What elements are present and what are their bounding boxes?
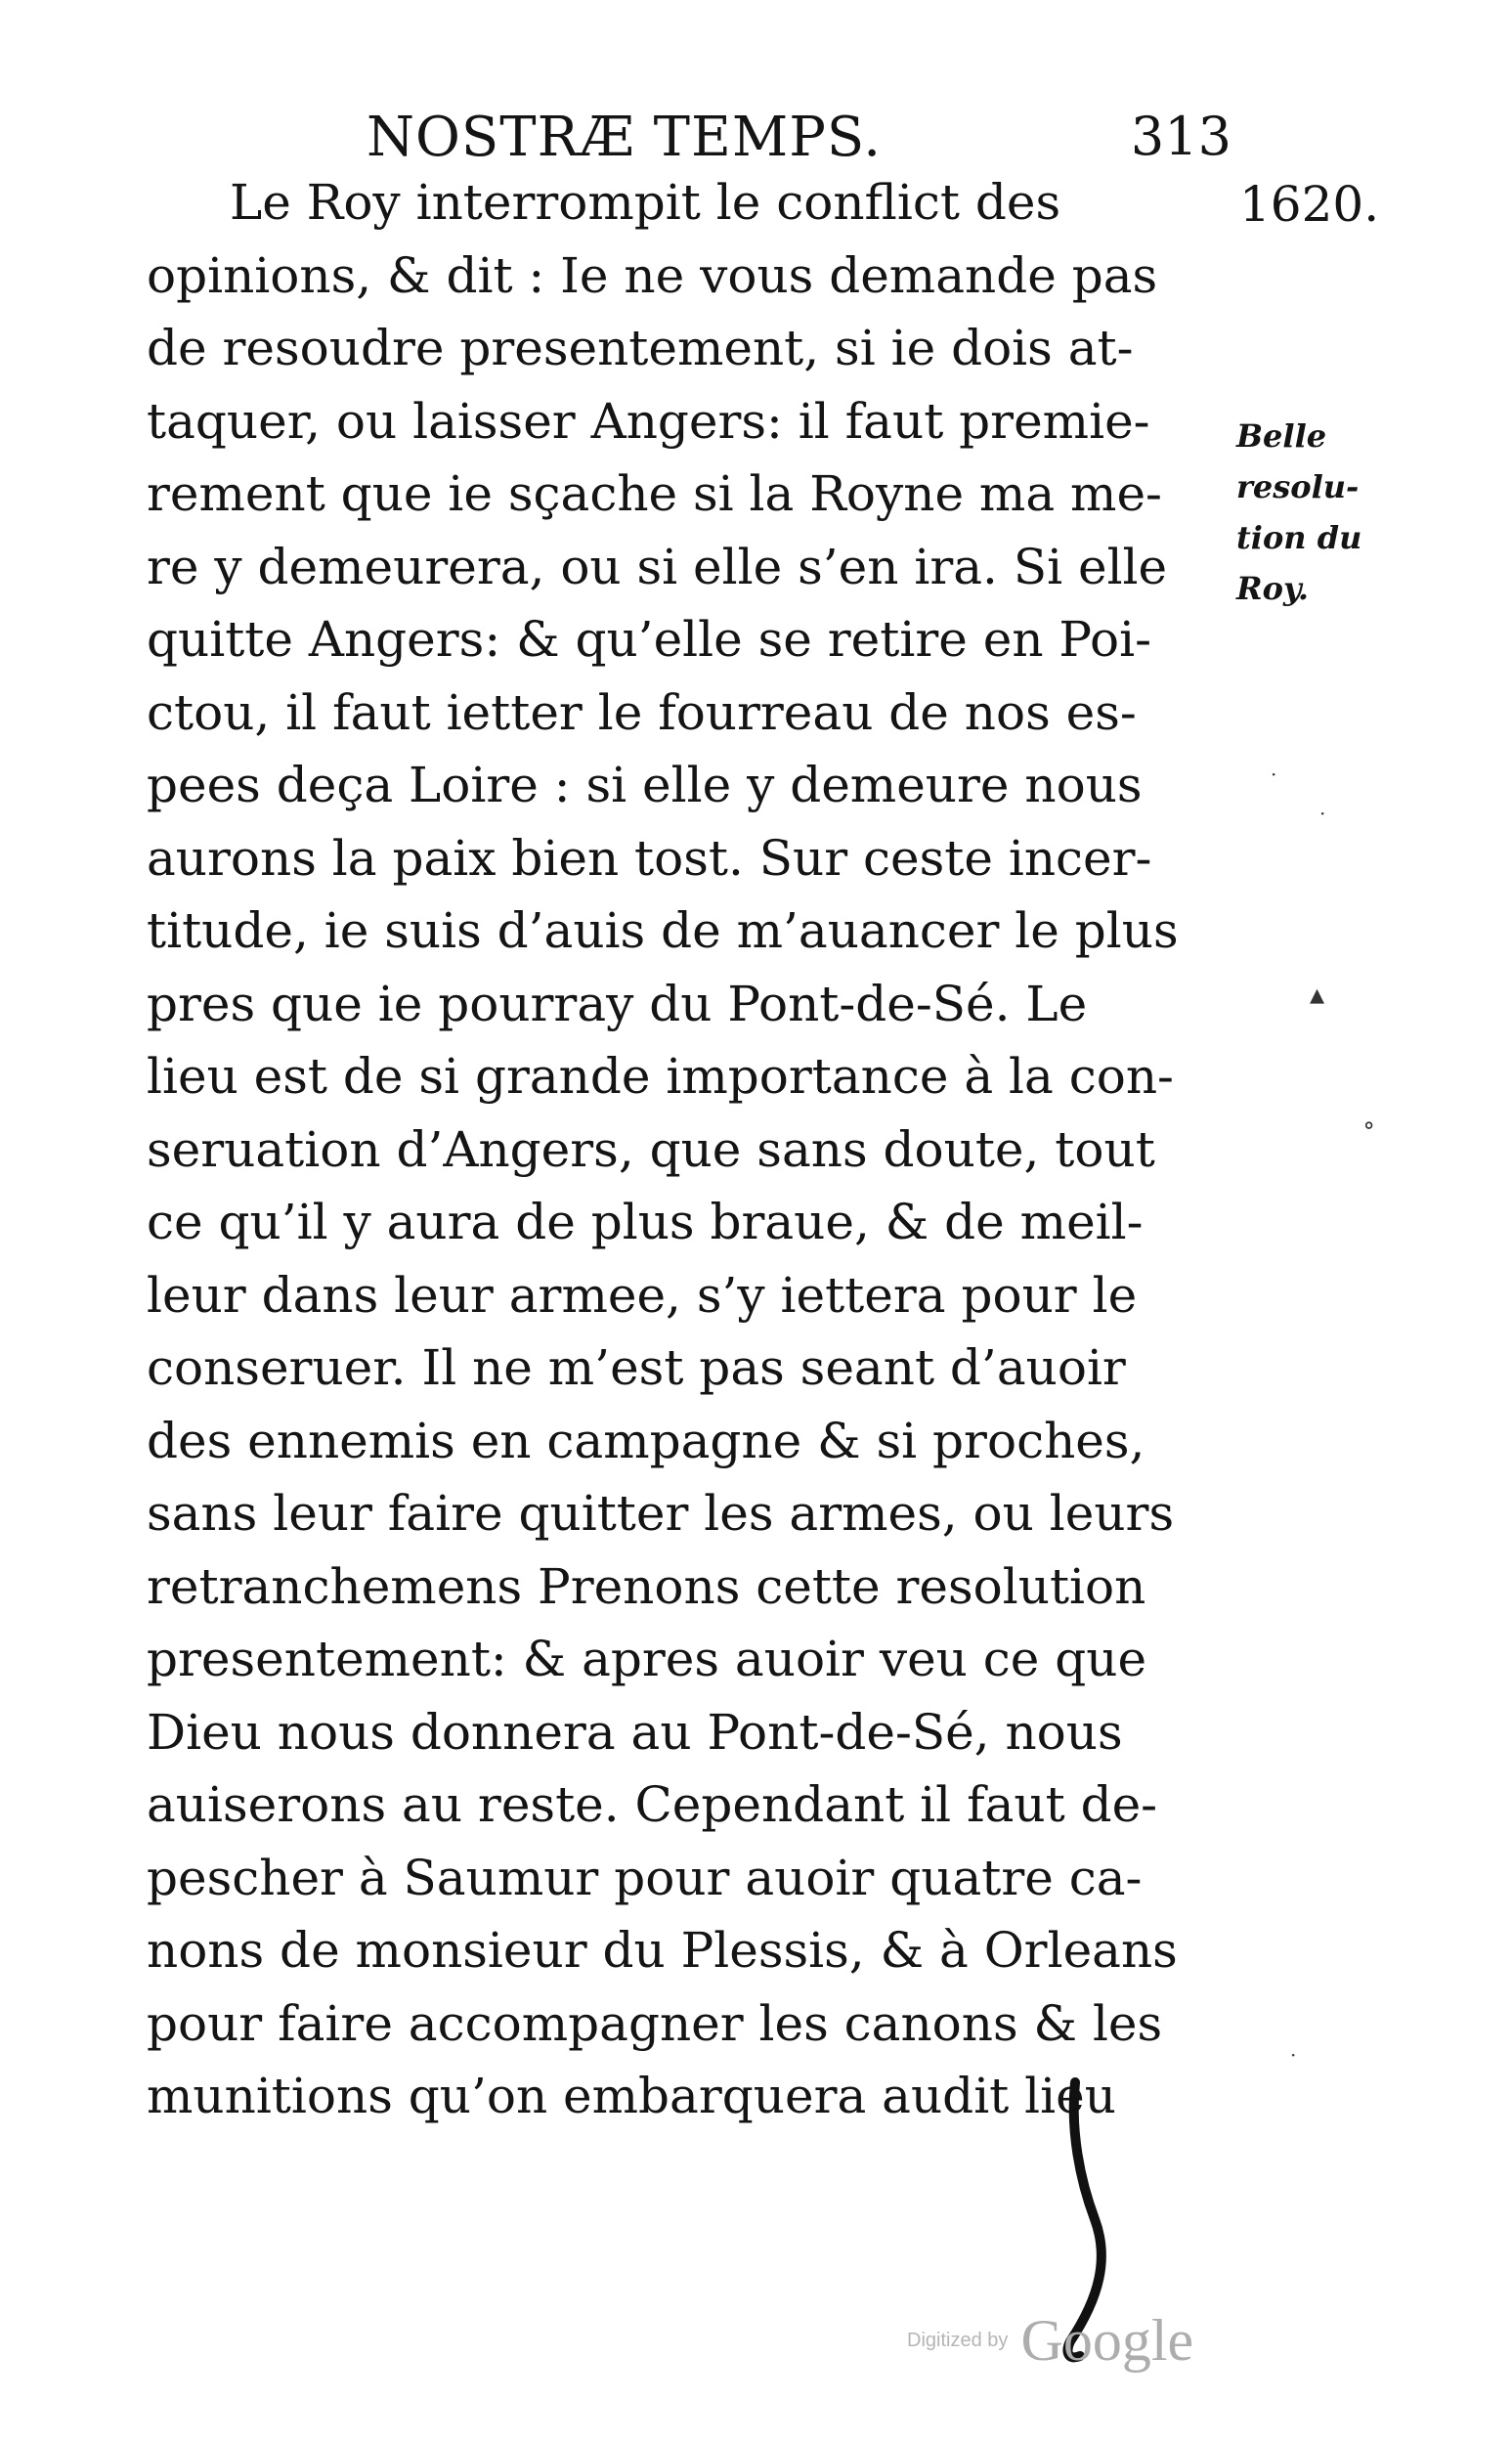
- scan-speck: ·: [1271, 763, 1277, 786]
- text-line: taquer, ou laisser Angers: il faut premie-: [147, 392, 1150, 450]
- text-line: Dieu nous donnera au Pont-de-Sé, nous: [147, 1703, 1123, 1761]
- page-number: 313: [1130, 106, 1231, 167]
- text-line: sans leur faire quitter les armes, ou leurs: [147, 1485, 1175, 1542]
- text-line: des ennemis en campagne & si proches,: [147, 1412, 1145, 1469]
- text-line: pees deça Loire : si elle y demeure nous: [147, 757, 1143, 813]
- margin-note-line: Roy.: [1236, 570, 1309, 607]
- margin-note: [1236, 411, 1373, 614]
- text-line: presentement: & apres auoir veu ce que: [147, 1631, 1147, 1687]
- text-line: de resoudre presentement, si ie dois at-: [147, 320, 1134, 376]
- digitized-by-google-watermark: [907, 2307, 1193, 2375]
- text-line: lieu est de si grande importance à la con-: [147, 1048, 1174, 1105]
- text-line: pour faire accompagner les canons & les: [147, 1994, 1163, 2052]
- margin-note-line: Belle: [1236, 417, 1327, 455]
- text-line: ctou, il faut ietter le fourreau de nos es-: [147, 683, 1137, 741]
- text-line: re y demeurera, ou si elle s’en ira. Si elle: [147, 538, 1168, 595]
- text-line: munitions qu’on embarquera audit lieu: [147, 2068, 1116, 2124]
- scan-speck: ᐤ: [1363, 1114, 1374, 1147]
- text-line: ce qu’il y aura de plus braue, & de meil-: [147, 1194, 1144, 1250]
- text-line: pescher à Saumur pour auoir quatre ca-: [147, 1849, 1143, 1906]
- text-line: opinions, & dit : Ie ne vous demande pas: [147, 246, 1158, 304]
- google-logo: Google: [1020, 2308, 1194, 2373]
- body-text: [147, 166, 1231, 2133]
- text-line: auiserons au reste. Cependant il faut de-: [147, 1776, 1158, 1833]
- running-title: NOSTRÆ TEMPS.: [367, 106, 883, 169]
- watermark-prefix: Digitized by: [907, 2330, 1009, 2351]
- text-line: titude, ie suis d’auis de m’auancer le plus: [147, 902, 1179, 959]
- scan-speck: ·: [1319, 802, 1326, 825]
- scan-speck: ·: [1290, 2043, 1297, 2067]
- running-head: [147, 106, 1231, 174]
- margin-note-line: resolu-: [1236, 468, 1360, 505]
- text-line: nons de monsieur du Plessis, & à Orleans: [147, 1922, 1178, 1979]
- text-line: retranchemens Prenons cette resolution: [147, 1557, 1146, 1615]
- text-line: seruation d’Angers, que sans doute, tout: [147, 1120, 1155, 1178]
- text-line: pres que ie pourray du Pont-de-Sé. Le: [147, 975, 1088, 1032]
- text-line: Le Roy interrompit le conflict des: [230, 174, 1061, 231]
- text-line: quitte Angers: & qu’elle se retire en Poi-: [147, 611, 1152, 668]
- margin-year: 1620.: [1239, 176, 1380, 233]
- scan-speck: ▴: [1310, 978, 1325, 1012]
- text-line: leur dans leur armee, s’y iettera pour le: [147, 1266, 1138, 1324]
- text-line: rement que ie sçache si la Royne ma me-: [147, 465, 1162, 522]
- text-line: aurons la paix bien tost. Sur ceste incer-: [147, 829, 1152, 887]
- text-line: conseruer. Il ne m’est pas seant d’auoir: [147, 1339, 1126, 1396]
- margin-note-line: tion du: [1236, 519, 1362, 556]
